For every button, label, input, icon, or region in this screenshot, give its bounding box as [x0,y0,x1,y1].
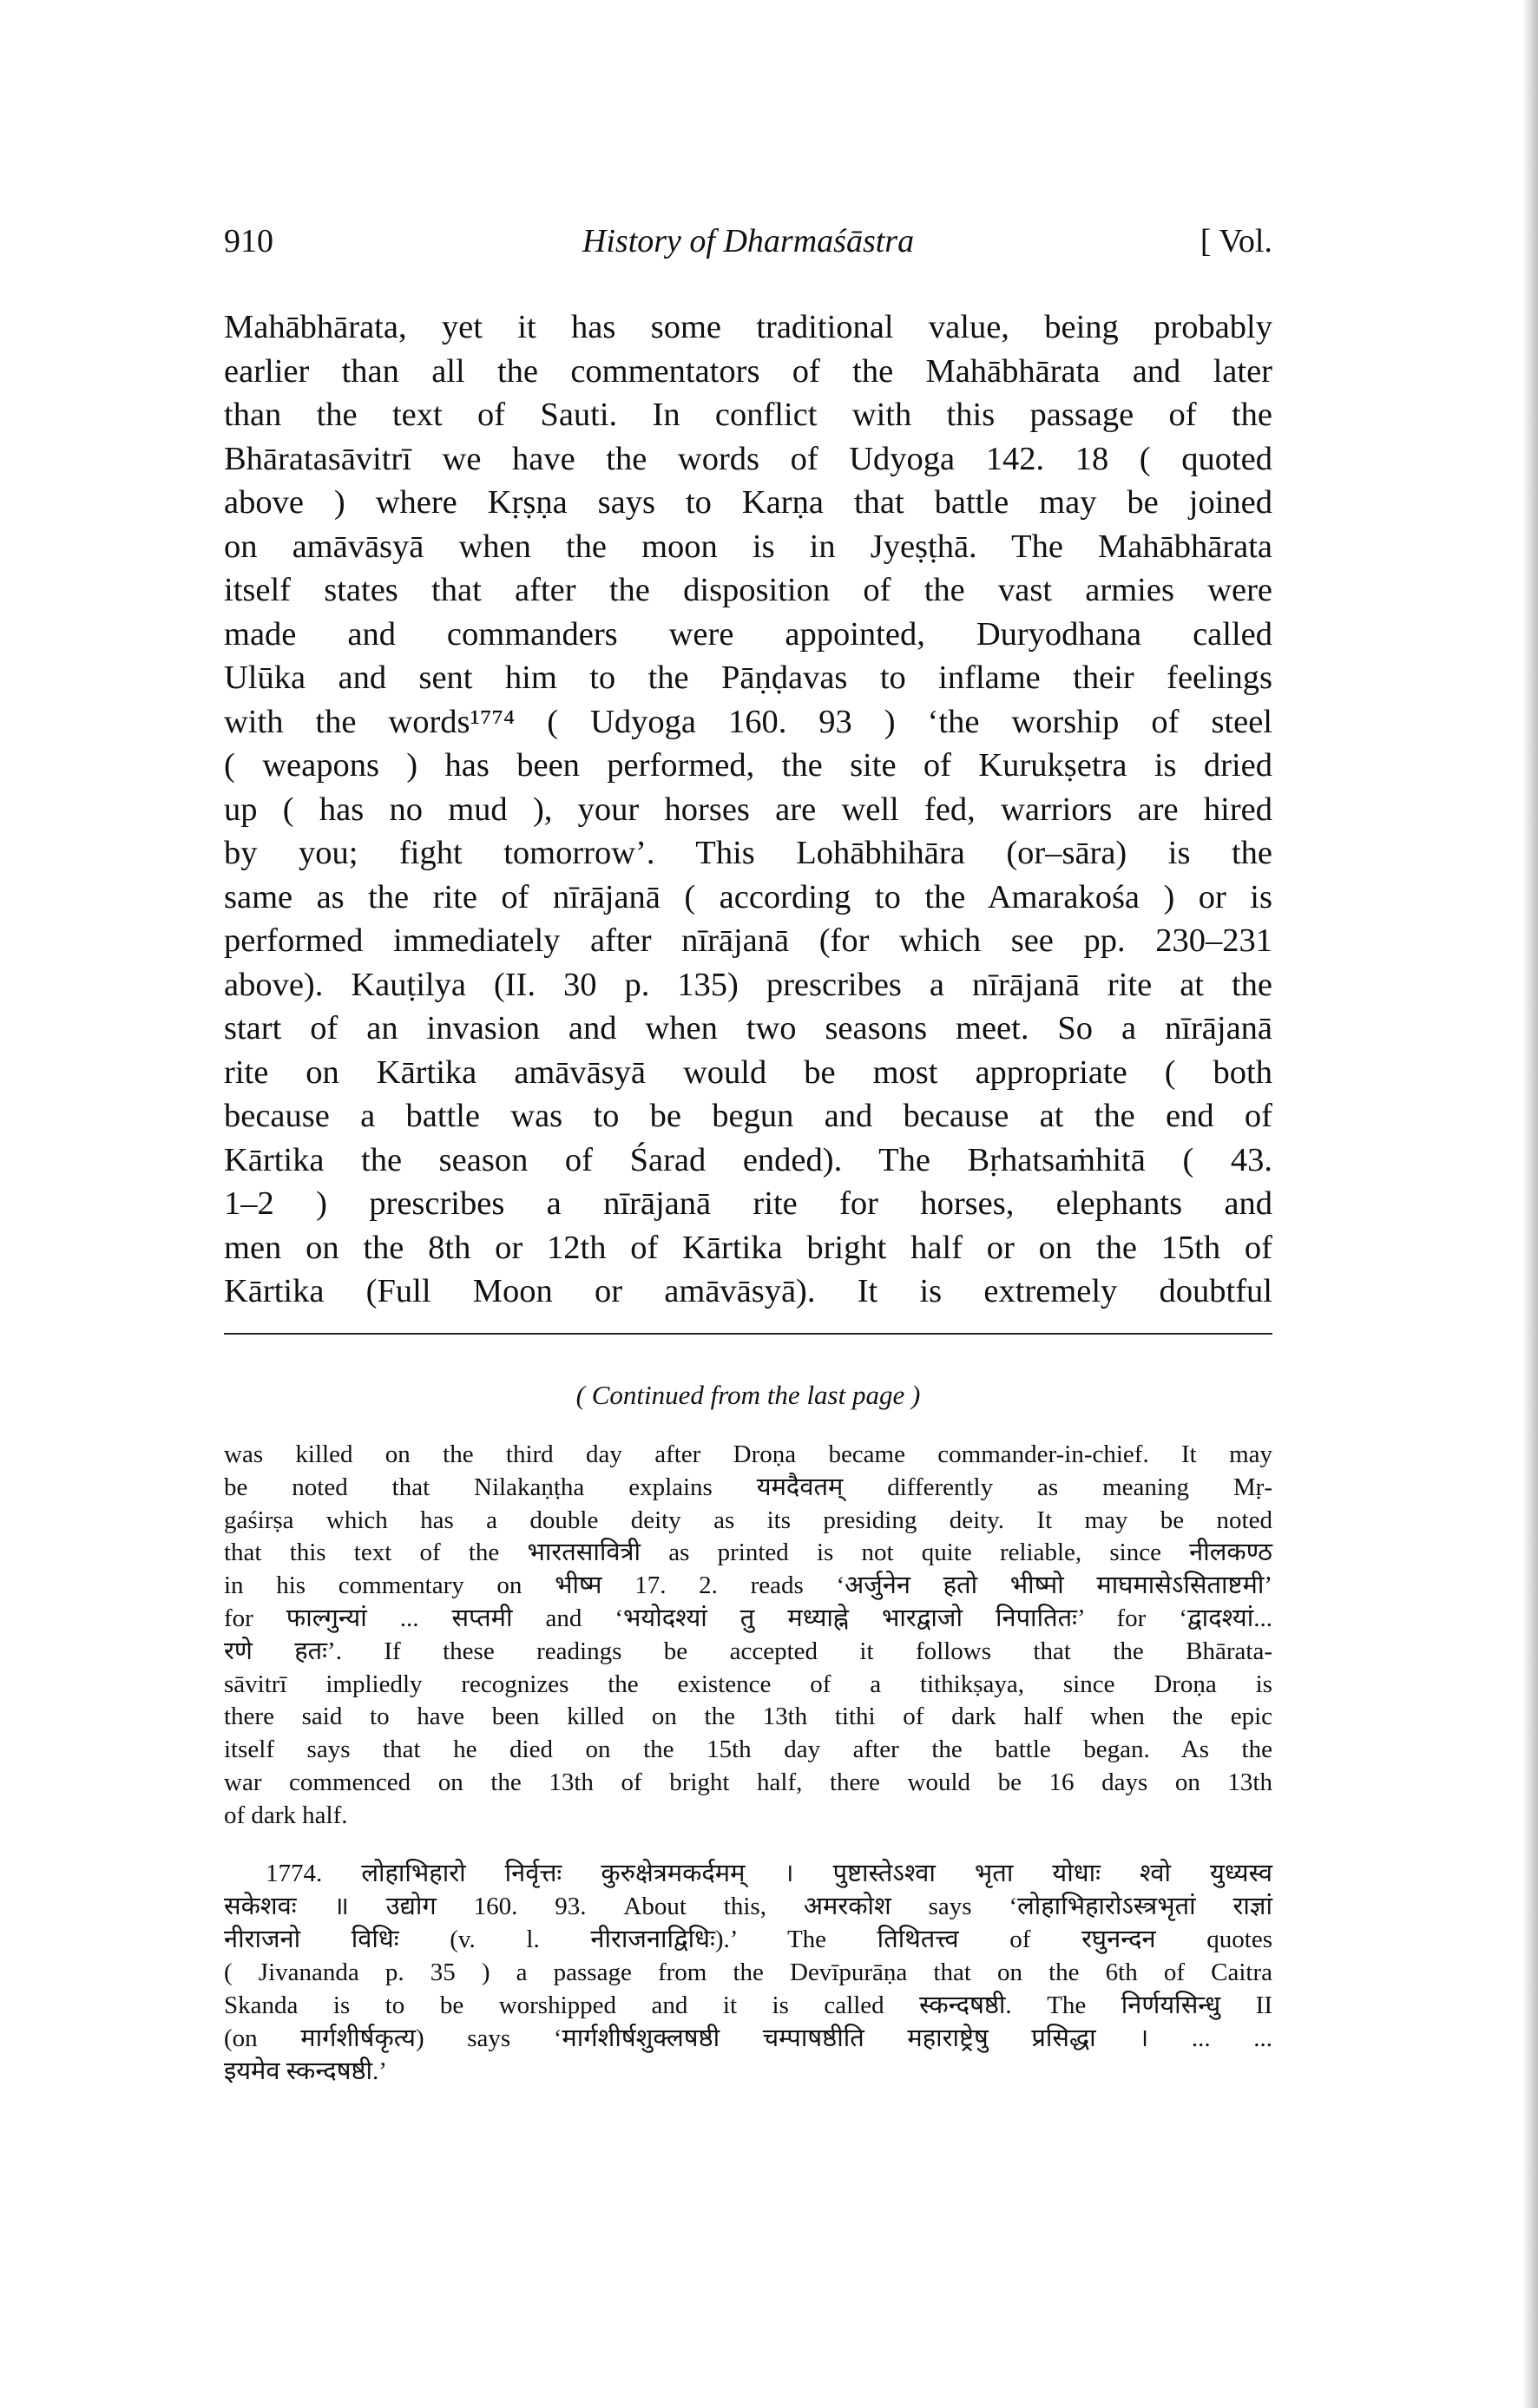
footnote-line: there said to have been killed on the 13th tithi of dark half when the epic [224,1703,1272,1731]
text-line: performed immediately after nīrājanā (for which see pp. 230–231 [224,922,1272,959]
footnote-line: 1774. लोहाभिहारो निर्वृत्तः कुरुक्षेत्रमकर्दमम् । पुष्टास्तेऽश्वा भृता योधाः श्वो युध्यस्व [266,1860,1272,1887]
footnote-line: war commenced on the 13th of bright half, there would be 16 days on 13th [224,1768,1272,1796]
footnote-line: ( Jivananda p. 35 ) a passage from the Devīpurāṇa that on the 6th of Caitra [224,1959,1272,1986]
text-line: because a battle was to be begun and because at the end of [224,1098,1272,1134]
footnote-line: of dark half. [224,1801,348,1829]
footnote-line: नीराजनो विधिः (v. l. नीराजनाद्विधिः).’ The तिथितत्त्व of रघुनन्दन quotes [224,1926,1272,1953]
footnote-line: सकेशवः ॥ उद्योग 160. 93. About this, अमरकोश says ‘लोहाभिहारोऽस्त्रभृतां राज्ञां [224,1893,1272,1920]
text-line: on amāvāsyā when the moon is in Jyeṣṭhā. The Mahābhārata [224,528,1272,565]
text-line: itself states that after the disposition of the vast armies were [224,572,1272,608]
text-line: same as the rite of nīrājanā ( according to the Amarakośa ) or is [224,878,1272,915]
text-line: above). Kauṭilya (II. 30 p. 135) prescribes a nīrājanā rite at the [224,966,1272,1003]
continued-footnote [224,1439,1272,1833]
scan-edge [1522,0,1538,2408]
text-line: by you; fight tomorrow’. This Lohābhihāra (or–sāra) is the [224,835,1272,871]
footnote-1774 [224,1857,1272,2088]
running-title: History of Dharmaśāstra [582,223,915,259]
page-header [224,222,1272,274]
continued-label: ( Continued from the last page ) [575,1380,921,1410]
text-line: men on the 8th or 12th of Kārtika bright half or on the 15th of [224,1229,1272,1266]
text-line: start of an invasion and when two seasons meet. So a nīrājanā [224,1010,1272,1047]
text-line: above ) where Kṛṣṇa says to Karṇa that battle may be joined [224,484,1272,521]
volume-label: [ Vol. [1200,223,1272,259]
text-line: than the text of Sauti. In conflict with this passage of the [224,397,1272,433]
text-line: Ulūka and sent him to the Pāṇḍavas to inflame their feelings [224,659,1272,696]
footnote-line: was killed on the third day after Droṇa became commander-in-chief. It may [224,1440,1272,1468]
text-line: earlier than all the commentators of the Mahābhārata and later [224,352,1272,390]
text-line: Bhāratasāvitrī we have the words of Udyoga 142. 18 ( quoted [224,440,1272,477]
footnote-line: that this text of the भारतसावित्री as printed is not quite reliable, since नीलकण्ठ [224,1539,1272,1567]
main-text [224,305,1272,1314]
footnote-line: itself says that he died on the 15th day after the battle began. As the [224,1735,1272,1764]
footnote-line: gaśirṣa which has a double deity as its presiding deity. It may be noted [224,1506,1272,1534]
text-line: up ( has no mud ), your horses are well fed, warriors are hired [224,791,1272,828]
text-line: with the words¹⁷⁷⁴ ( Udyoga 160. 93 ) ‘the worship of steel [224,703,1272,740]
text-line: 1–2 ) prescribes a nīrājanā rite for horses, elephants and [224,1185,1272,1222]
footnote-line: in his commentary on भीष्म 17. 2. reads ‘अर्जुनेन हतो भीष्मो माघमासेऽसिताष्टमी’ [224,1571,1272,1600]
footnote-line: रणे हतः’. If these readings be accepted it follows that the Bhārata- [224,1637,1272,1665]
footnote-line: sāvitrī impliedly recognizes the existence of a tithikṣaya, since Droṇa is [224,1670,1272,1698]
footnote-line: be noted that Nilakaṇṭha explains यमदैवतम् differently as meaning Mṛ- [224,1473,1272,1501]
text-line: Kārtika (Full Moon or amāvāsyā). It is extremely doubtful [224,1273,1272,1309]
footnote-line: Skanda is to be worshipped and it is called स्कन्दषष्ठी. The निर्णयसिन्धु II [224,1991,1272,2019]
footnote-line: for फाल्गुन्यां ... सप्तमी and ‘भयोदश्यां तु मध्याह्ने भारद्वाजो निपातितः’ for ‘द्वादश्यां... [224,1604,1272,1632]
text-line: Mahābhārata, yet it has some traditional value, being probably [224,309,1272,345]
text-line: Kārtika the season of Śarad ended). The Bṛhatsaṁhitā ( 43. [224,1141,1272,1178]
footnote-line: इयमेव स्कन्दषष्ठी.’ [224,2057,387,2085]
text-line: ( weapons ) has been performed, the site of Kurukṣetra is dried [224,747,1272,784]
text-line: rite on Kārtika amāvāsyā would be most appropriate ( both [224,1053,1272,1091]
text-line: made and commanders were appointed, Duryodhana called [224,615,1272,653]
footnote-line: (on मार्गशीर्षकृत्य) says ‘मार्गशीर्षशुक्लषष्ठी चम्पाषष्ठीति महाराष्ट्रेषु प्रसिद्धा । ... ... [224,2024,1272,2052]
footnote-divider [224,1333,1272,1335]
page-number: 910 [224,223,273,259]
